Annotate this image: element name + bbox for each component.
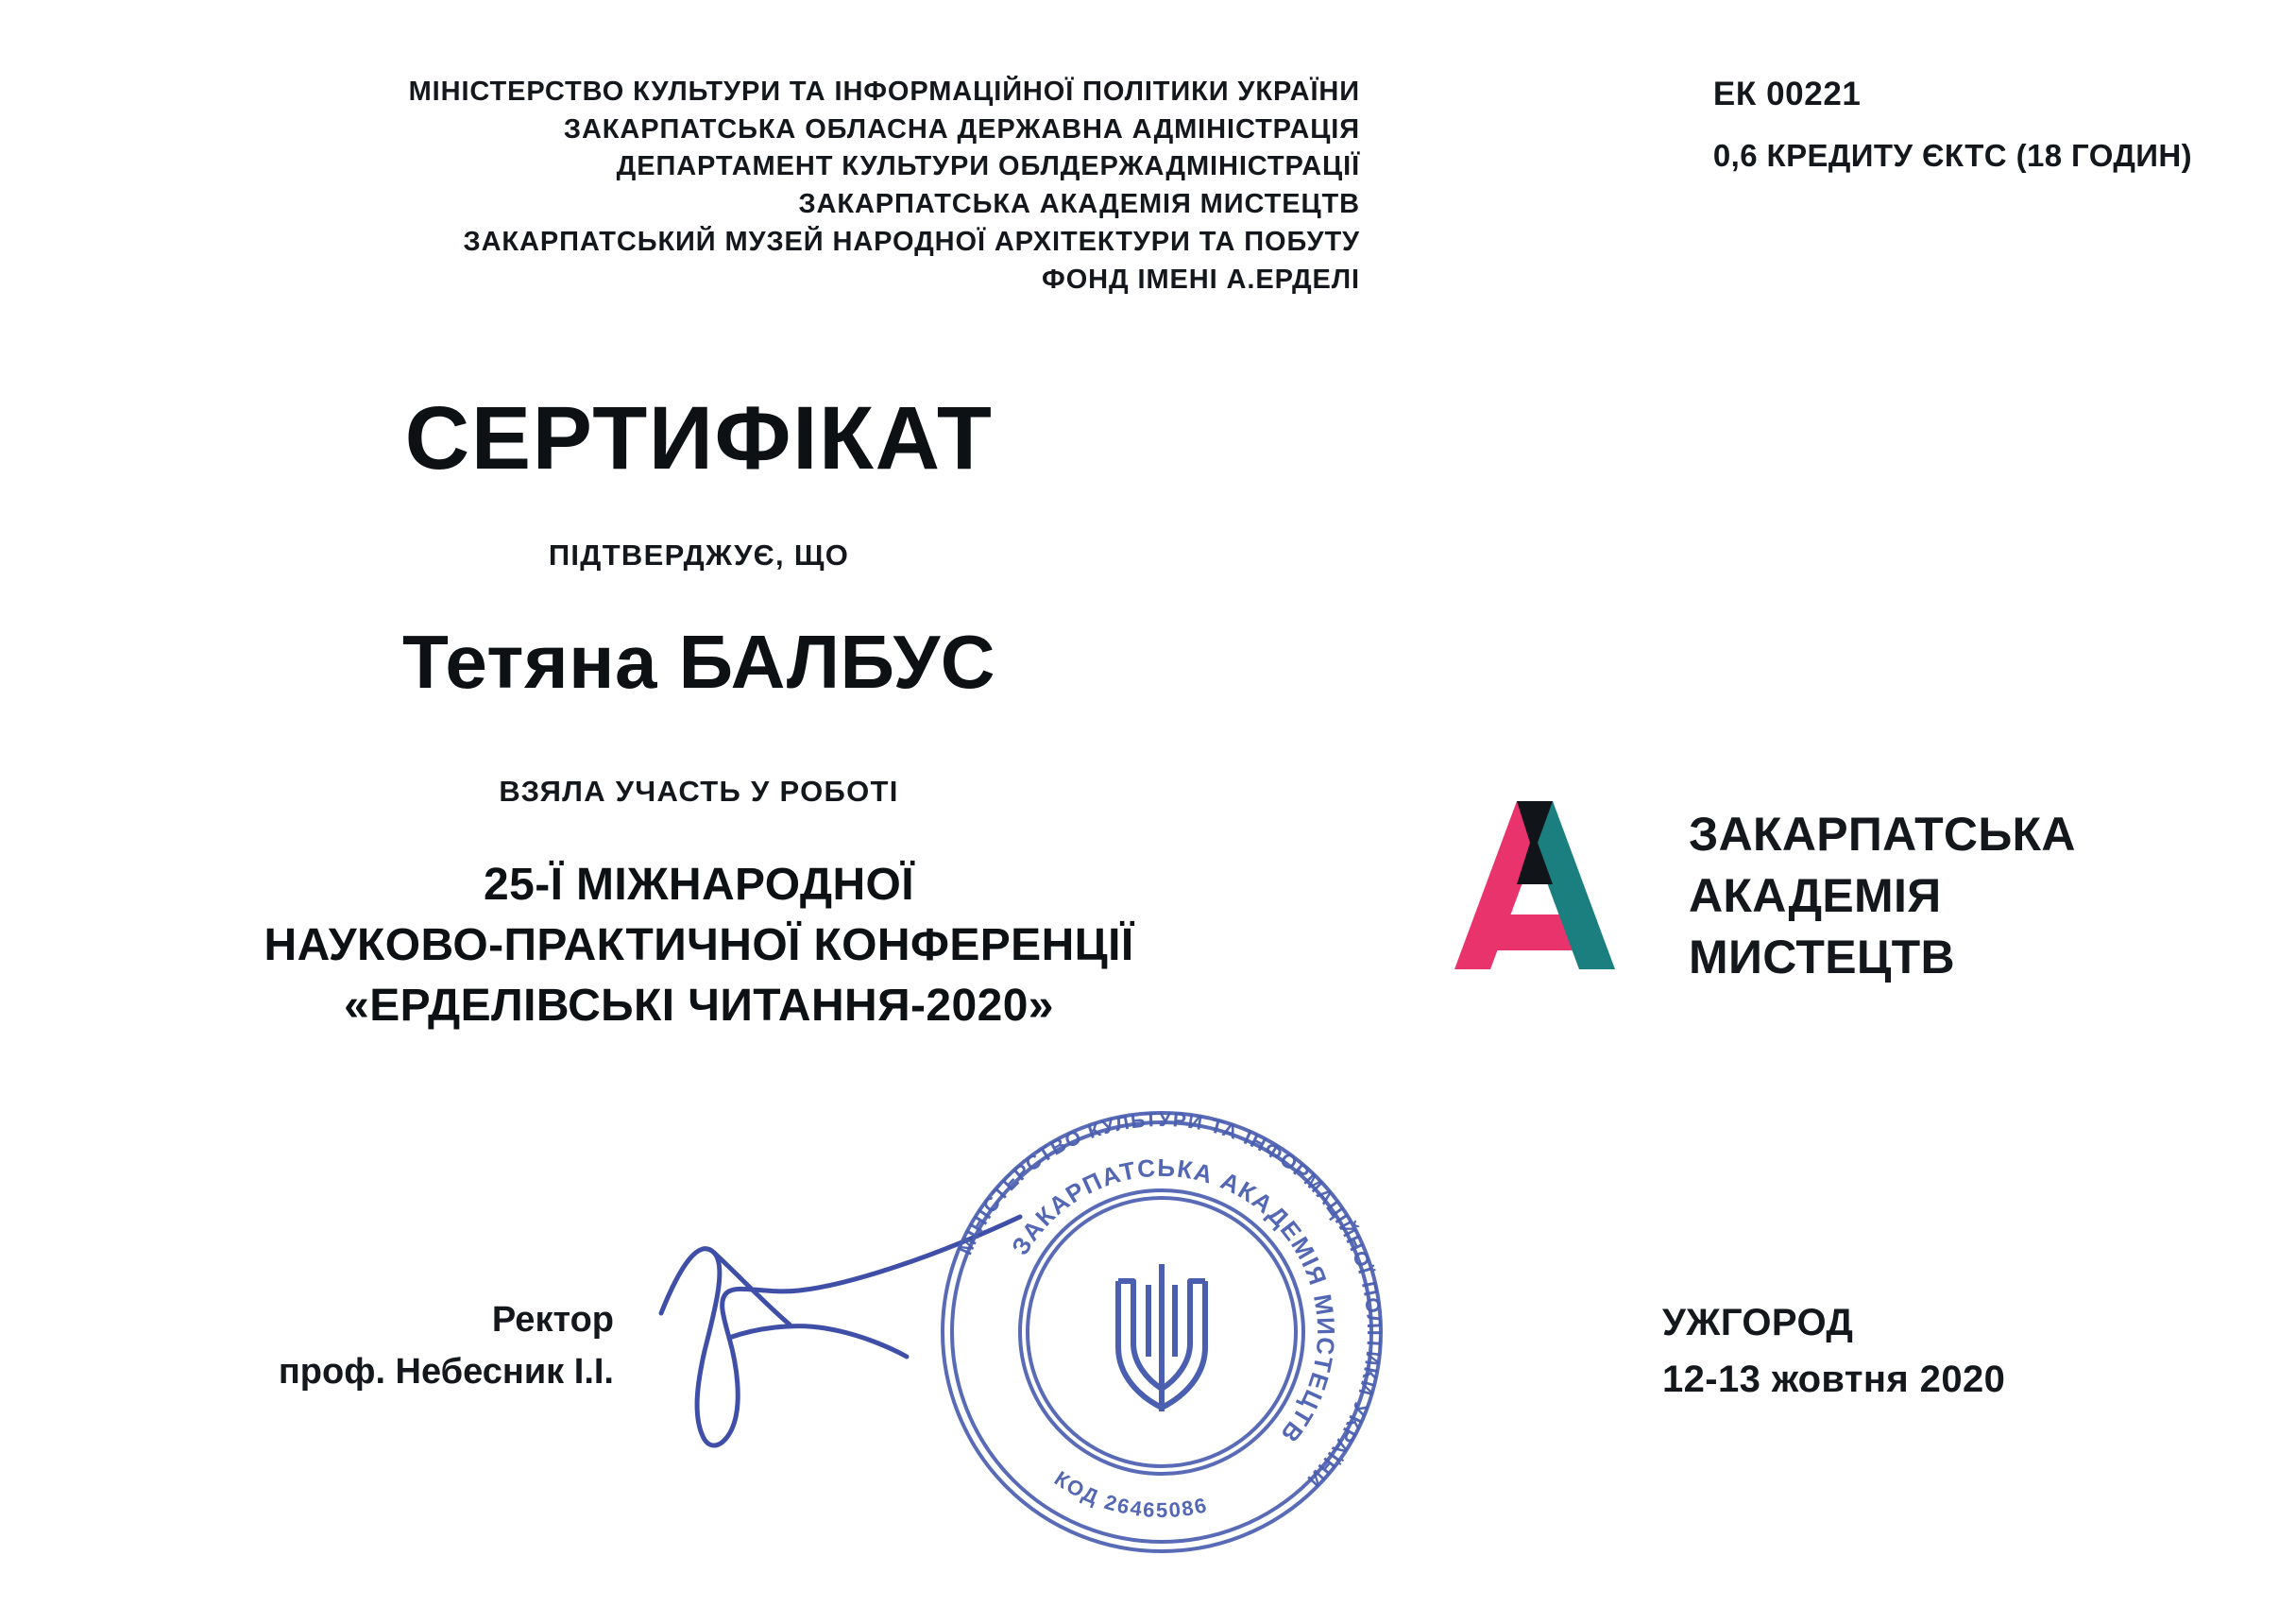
svg-text:КОД 26465086 — [1050, 1466, 1211, 1522]
academy-name-line: МИСТЕЦТВ — [1689, 930, 1955, 983]
event-title-line: НАУКОВО-ПРАКТИЧНОЇ КОНФЕРЕНЦІЇ — [264, 919, 1134, 970]
organization-line: ЗАКАРПАТСЬКА ОБЛАСНА ДЕРЖАВНА АДМІНІСТРАЦІЯ — [563, 113, 1360, 145]
event-title-line: «ЕРДЕЛІВСЬКІ ЧИТАННЯ-2020» — [344, 980, 1054, 1031]
certificate-header — [0, 74, 2296, 299]
page-title: СЕРТИФІКАТ — [404, 388, 994, 488]
stamp-inner-text: ЗАКАРПАТСЬКА АКАДЕМІЯ МИСТЕЦТВ — [1005, 1153, 1341, 1449]
rector-block — [142, 1294, 614, 1398]
participation-label: ВЗЯЛА УЧАСТЬ У РОБОТІ — [499, 775, 899, 808]
certificate-number: ЕК 00221 — [1712, 76, 1862, 112]
place: УЖГОРОД — [1662, 1302, 1854, 1343]
recipient-name: Тетяна БАЛБУС — [401, 620, 996, 704]
organization-line: ФОНД ІМЕНІ А.ЕРДЕЛІ — [1042, 264, 1360, 295]
trident-emblem-icon — [1118, 1264, 1205, 1411]
stamp-code-text: КОД 26465086 — [1049, 1466, 1211, 1523]
issuing-organizations — [142, 74, 1360, 299]
rector-role: Ректор — [491, 1300, 614, 1340]
official-stamp-icon — [907, 1077, 1417, 1587]
svg-text:ЗАКАРПАТСЬКА АКАДЕМІЯ МИСТЕЦТВ — [1006, 1154, 1340, 1449]
academy-name — [1689, 804, 2076, 988]
stamp-outer-text: МІНІСТЕРСТВО КУЛЬТУРИ ТА ІНФОРМАЦІЙНОЇ ПОЛІТИКИ УКРАЇНИ — [954, 1108, 1386, 1492]
academy-name-line: ЗАКАРПАТСЬКА — [1689, 807, 2076, 861]
signature-icon — [623, 1162, 1114, 1483]
place-and-date — [1662, 1294, 2005, 1408]
rector-name: проф. Небесник І.І. — [278, 1352, 614, 1393]
academy-logo-icon — [1454, 801, 1643, 990]
confirms-label: ПІДТВЕРДЖУЄ, ЩО — [548, 538, 850, 572]
date: 12-13 жовтня 2020 — [1662, 1359, 2006, 1400]
organization-line: ДЕПАРТАМЕНТ КУЛЬТУРИ ОБЛДЕРЖАДМІНІСТРАЦІЇ — [616, 151, 1360, 182]
organization-line: ЗАКАРПАТСЬКА АКАДЕМІЯ МИСТЕЦТВ — [798, 189, 1360, 220]
organization-line: ЗАКАРПАТСЬКИЙ МУЗЕЙ НАРОДНОЇ АРХІТЕКТУРИ ТА ПОБУТУ — [463, 226, 1360, 257]
event-title — [0, 855, 1398, 1035]
academy-branding — [1454, 801, 2076, 990]
certificate-meta — [1713, 74, 2192, 174]
certificate-credits: 0,6 КРЕДИТУ ЄКТС (18 ГОДИН) — [1712, 138, 2192, 173]
academy-name-line: АКАДЕМІЯ — [1689, 868, 1942, 922]
organization-line: МІНІСТЕРСТВО КУЛЬТУРИ ТА ІНФОРМАЦІЙНОЇ ПОЛІТИКИ УКРАЇНИ — [408, 77, 1360, 107]
event-title-line: 25-Ї МІЖНАРОДНОЇ — [484, 860, 914, 910]
svg-text:МІНІСТЕРСТВО КУЛЬТУРИ ТА ІНФОР — [955, 1109, 1385, 1492]
